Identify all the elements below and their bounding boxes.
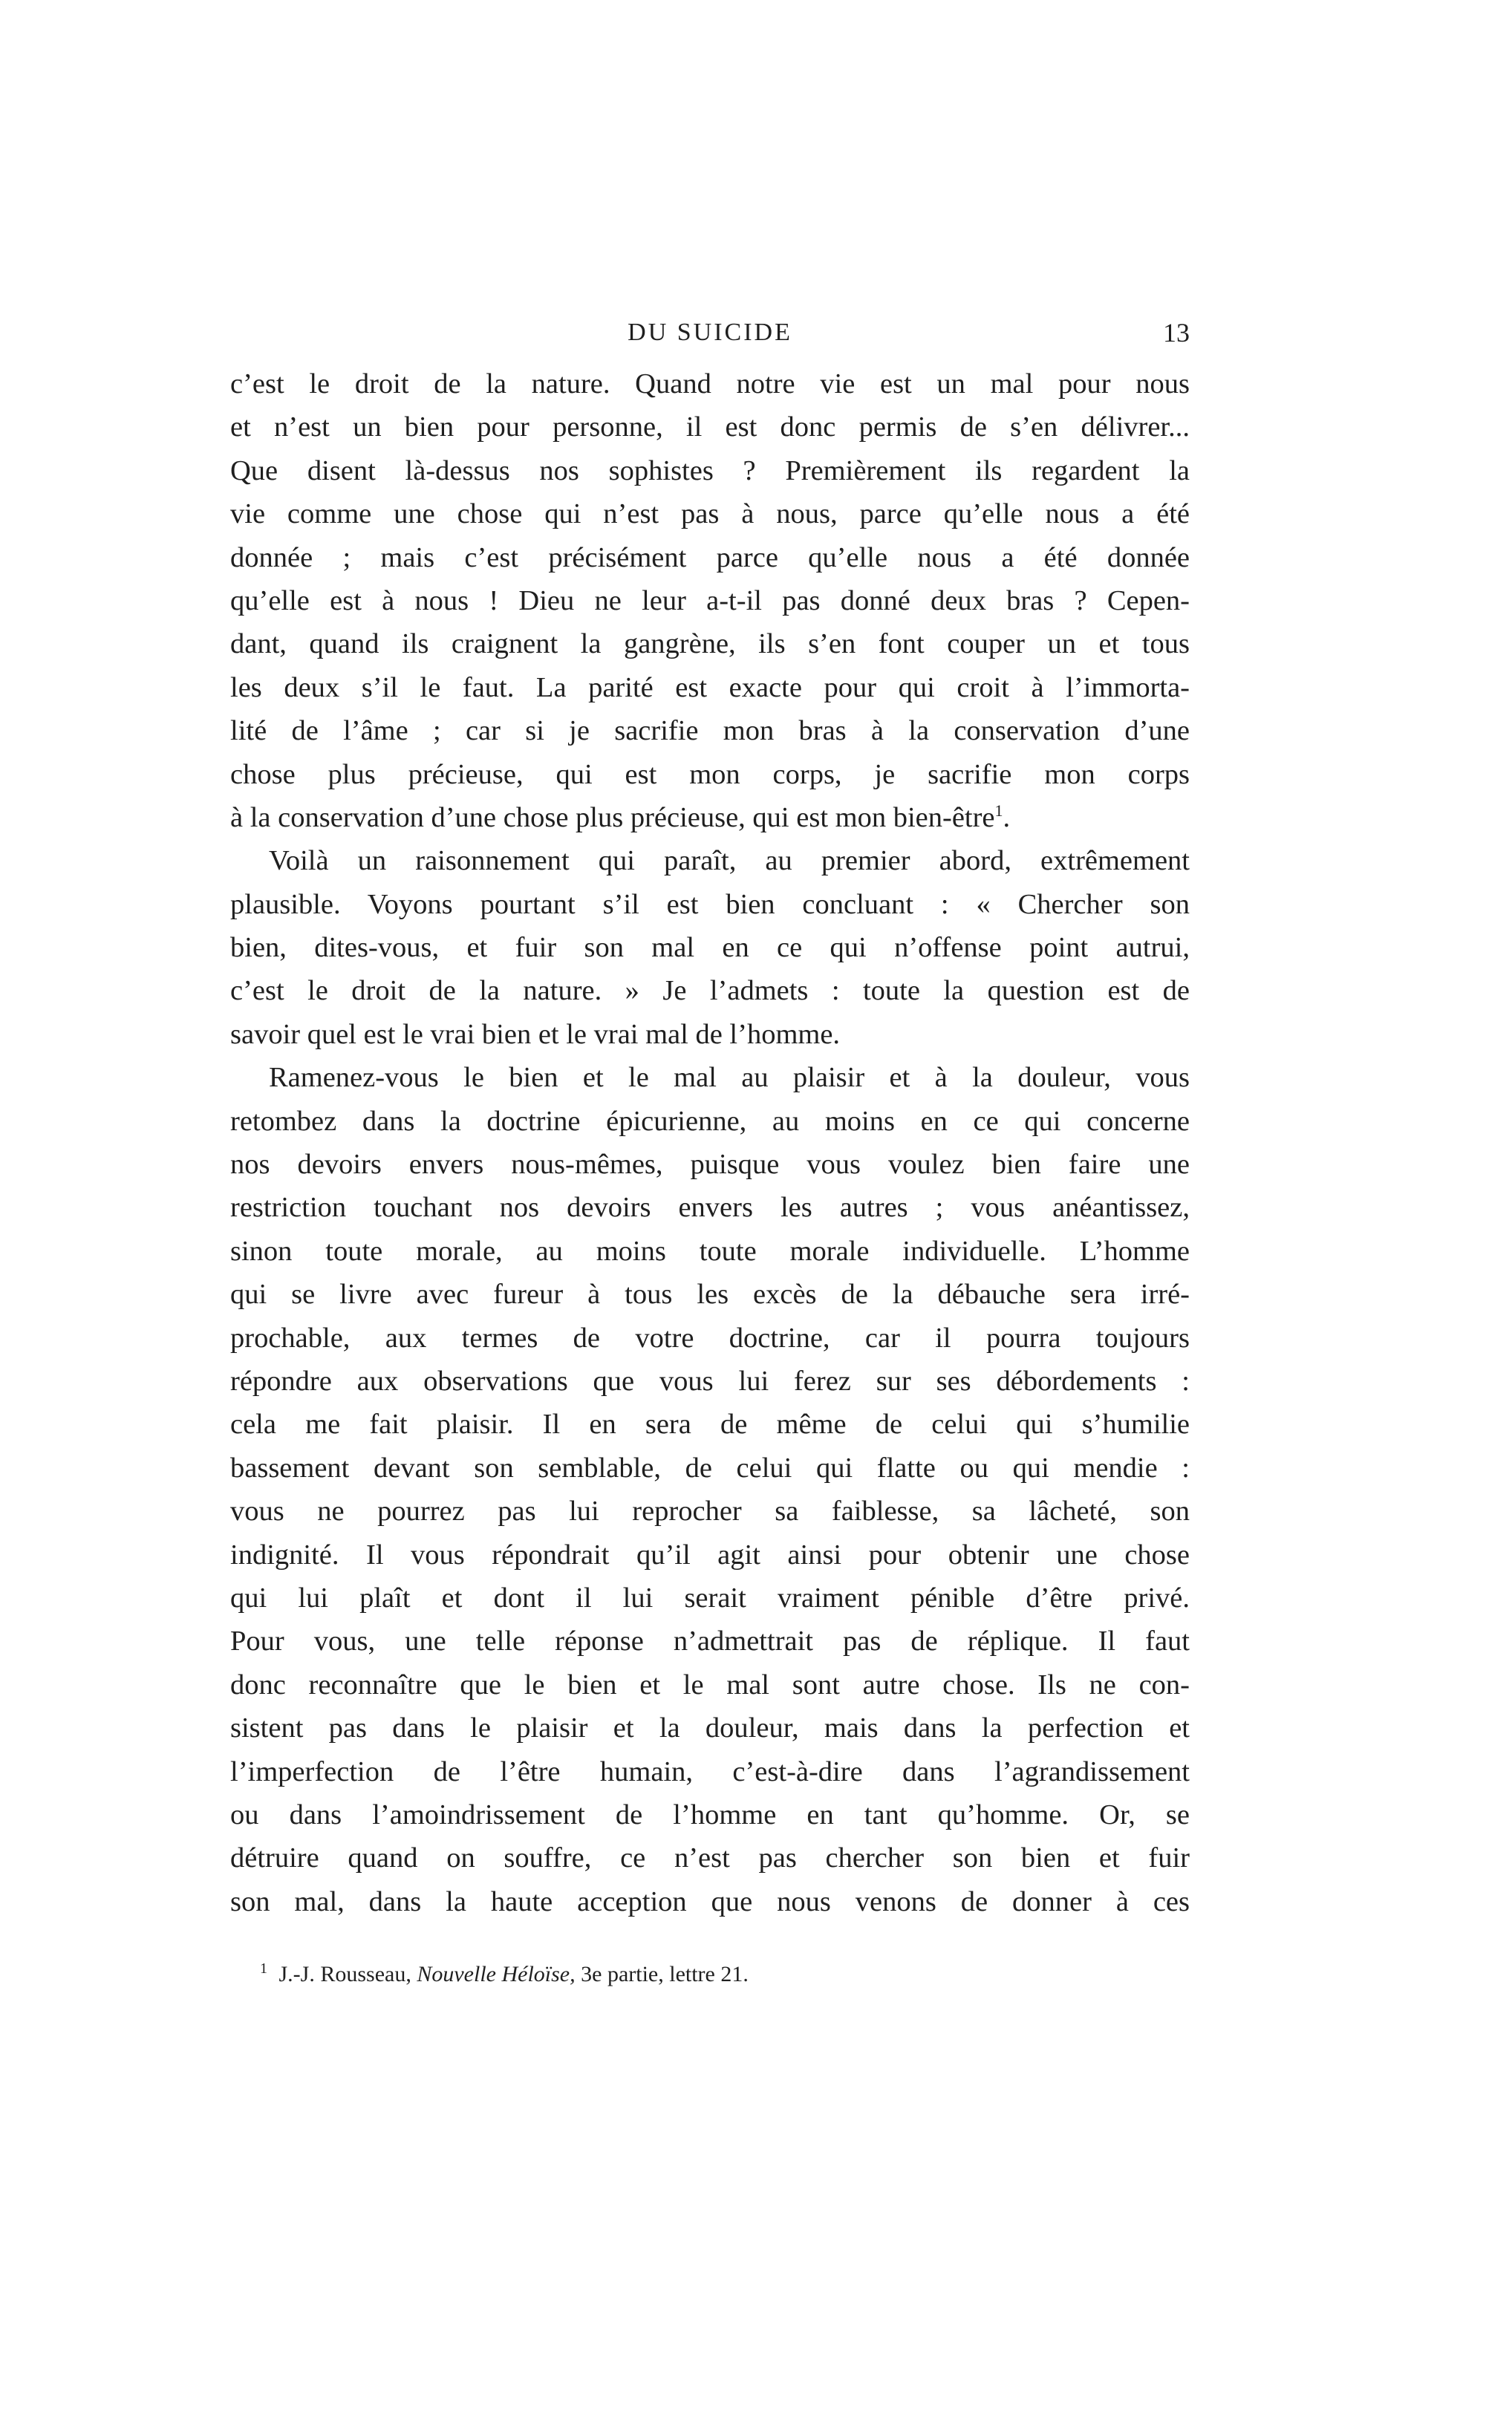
text-line: restriction touchant nos devoirs envers les autres ; vous anéantissez,	[230, 1192, 1190, 1224]
paragraph-start: Ramenez-vous le bien et le mal au plaisir et à la douleur, vous	[269, 1062, 1190, 1094]
page-number: 13	[1163, 318, 1190, 348]
text-line: prochable, aux termes de votre doctrine, car il pourra toujours	[230, 1322, 1190, 1354]
text-line: qu’elle est à nous ! Dieu ne leur a-t-il pas donné deux bras ? Cepen-	[230, 584, 1190, 616]
text-line: détruire quand on souffre, ce n’est pas chercher son bien et fuir	[230, 1842, 1190, 1874]
text-line-with-footnote-ref	[230, 796, 1190, 839]
text-line: qui lui plaît et dont il lui serait vraiment pénible d’être privé.	[230, 1582, 1190, 1614]
text-line: retombez dans la doctrine épicurienne, au moins en ce qui concerne	[230, 1105, 1190, 1137]
page-header	[230, 310, 1190, 355]
sentence-end: .	[1003, 801, 1011, 833]
text-line: bassement devant son semblable, de celui qui flatte ou qui mendie :	[230, 1452, 1190, 1484]
text-line: bien, dites-vous, et fuir son mal en ce qui n’offense point autrui,	[230, 932, 1190, 964]
text-line: ou dans l’amoindrissement de l’homme en tant qu’homme. Or, se	[230, 1799, 1190, 1830]
footnote	[260, 1952, 1190, 1992]
text-line: qui se livre avec fureur à tous les excès de la débauche sera irré-	[230, 1279, 1190, 1311]
text-line: et n’est un bien pour personne, il est donc permis de s’en délivrer...	[230, 411, 1190, 443]
text-line: plausible. Voyons pourtant s’il est bien concluant : « Chercher son	[230, 888, 1190, 920]
paragraph-end: savoir quel est le vrai bien et le vrai mal de l’homme.	[230, 1018, 841, 1050]
text-line: à la conservation d’une chose plus précieuse, qui est mon bien-être	[230, 801, 995, 833]
text-line: donc reconnaître que le bien et le mal sont autre chose. Ils ne con-	[230, 1669, 1190, 1701]
footnote-author: J.-J. Rousseau,	[278, 1962, 411, 1986]
text-line: répondre aux observations que vous lui ferez sur ses débordements :	[230, 1365, 1190, 1397]
text-line: cela me fait plaisir. Il en sera de même de celui qui s’humilie	[230, 1409, 1190, 1441]
text-line: nos devoirs envers nous-mêmes, puisque vous voulez bien faire une	[230, 1149, 1190, 1181]
text-line: chose plus précieuse, qui est mon corps, je sacrifie mon corps	[230, 758, 1190, 790]
text-line: Que disent là-dessus nos sophistes ? Premièrement ils regardent la	[230, 454, 1190, 486]
footnote-reference: 1	[994, 801, 1003, 821]
running-title: DU SUICIDE	[628, 319, 792, 346]
text-line: indignité. Il vous répondrait qu’il agit ainsi pour obtenir une chose	[230, 1539, 1190, 1571]
text-line: donnée ; mais c’est précisément parce qu’elle nous a été donnée	[230, 541, 1190, 573]
text-line: sistent pas dans le plaisir et la douleur, mais dans la perfection et	[230, 1712, 1190, 1744]
text-line: son mal, dans la haute acception que nous venons de donner à ces	[230, 1885, 1190, 1917]
text-line: dant, quand ils craignent la gangrène, ils s’en font couper un et tous	[230, 628, 1190, 660]
footnote-details: 3e partie, lettre 21.	[581, 1962, 749, 1986]
text-line: vous ne pourrez pas lui reprocher sa faiblesse, sa lâcheté, son	[230, 1496, 1190, 1528]
body-text	[230, 362, 1190, 1923]
text-line: sinon toute morale, au moins toute morale individuelle. L’homme	[230, 1235, 1190, 1267]
footnote-mark: 1	[260, 1960, 267, 1977]
text-line: Pour vous, une telle réponse n’admettrait pas de réplique. Il faut	[230, 1626, 1190, 1657]
text-line: les deux s’il le faut. La parité est exacte pour qui croit à l’immorta-	[230, 671, 1190, 703]
text-line: l’imperfection de l’être humain, c’est-à-dire dans l’agrandissement	[230, 1755, 1190, 1787]
text-line: lité de l’âme ; car si je sacrifie mon bras à la conservation d’une	[230, 715, 1190, 747]
footnote-work-title: Nouvelle Héloïse,	[417, 1962, 576, 1986]
text-line: c’est le droit de la nature. » Je l’admets : toute la question est de	[230, 975, 1190, 1007]
text-line: vie comme une chose qui n’est pas à nous, parce qu’elle nous a été	[230, 498, 1190, 530]
text-line: c’est le droit de la nature. Quand notre vie est un mal pour nous	[230, 368, 1190, 400]
paragraph-start: Voilà un raisonnement qui paraît, au premier abord, extrêmement	[269, 845, 1190, 877]
